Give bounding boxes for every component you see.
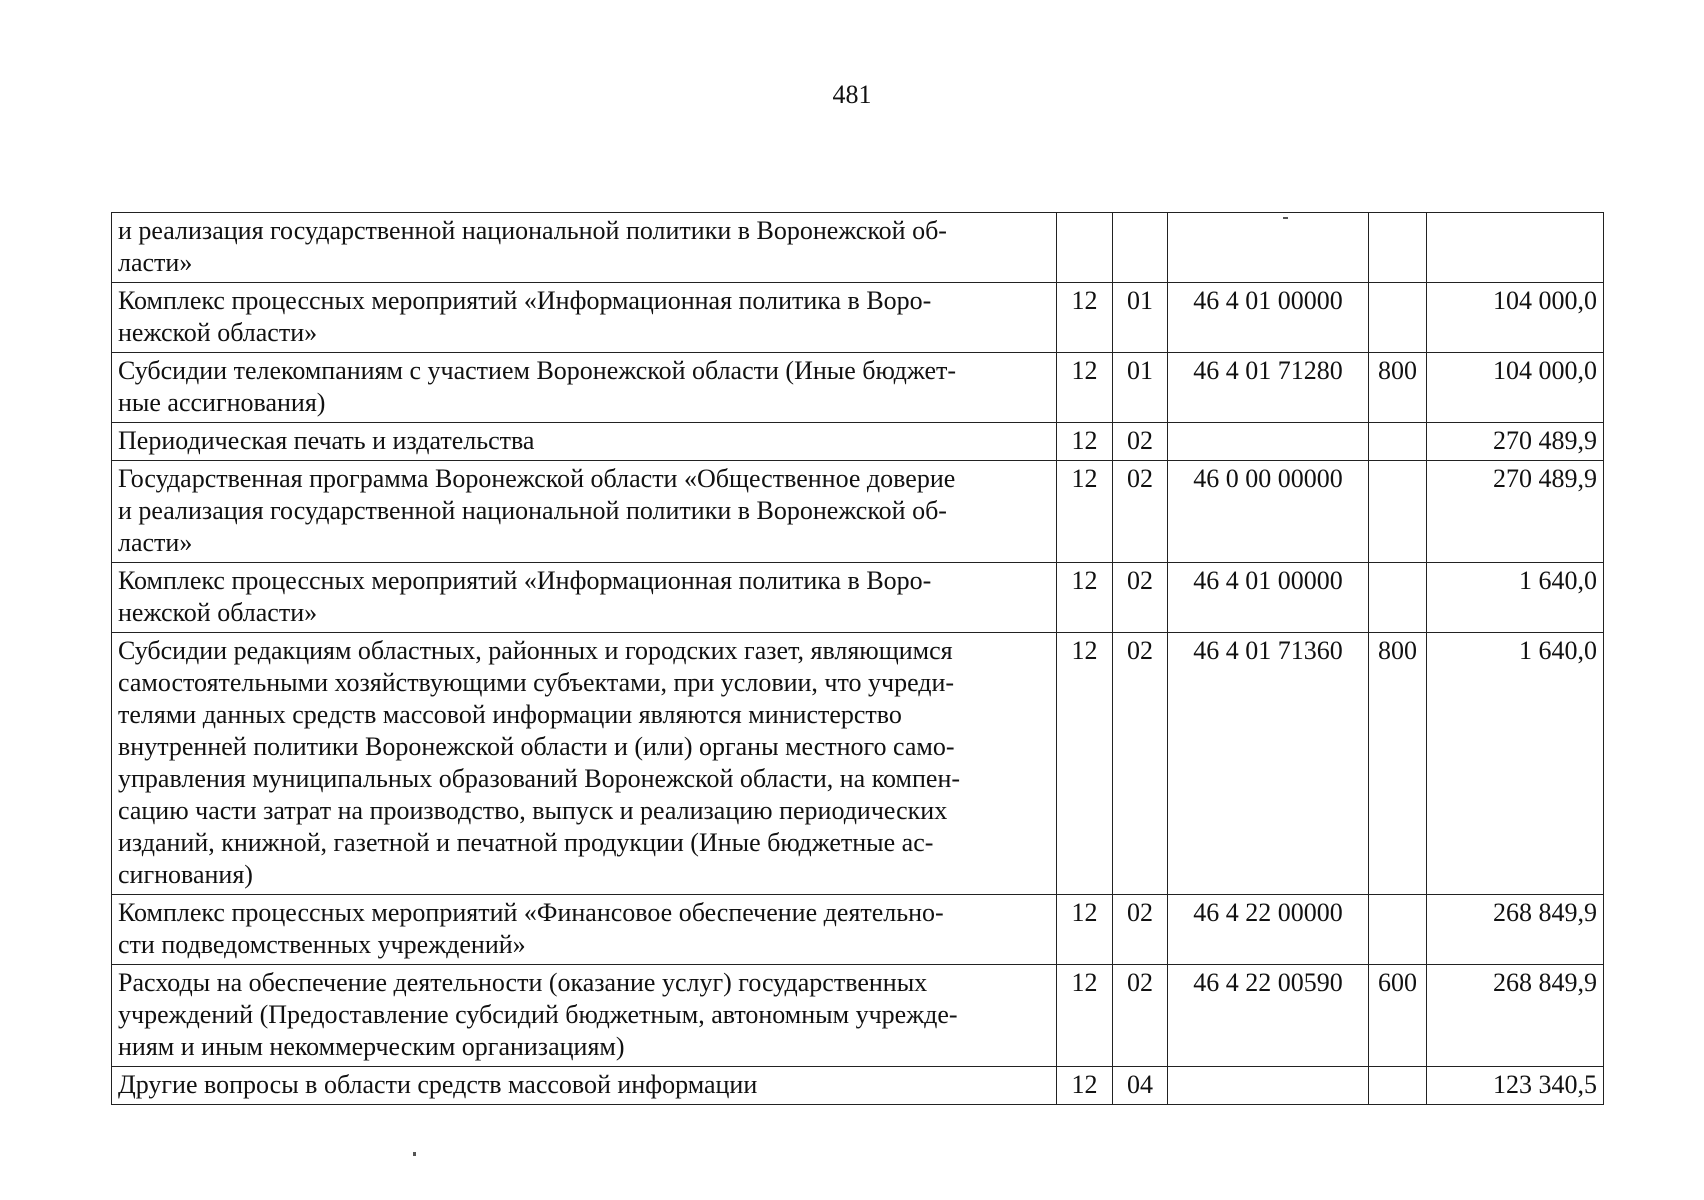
cell-section: 12	[1057, 895, 1113, 965]
cell-amount: 268 849,9	[1427, 965, 1604, 1067]
cell-subsection: 02	[1113, 633, 1168, 895]
cell-expense-type	[1369, 213, 1427, 283]
cell-target-code: 46 4 22 00590	[1168, 965, 1369, 1067]
cell-name: Государственная программа Воронежской области «Общественное доверие и реализация государственной национальной политики в Воронежской об- ласти»	[112, 461, 1057, 563]
cell-subsection: 02	[1113, 461, 1168, 563]
cell-expense-type	[1369, 563, 1427, 633]
table-row	[112, 895, 1604, 965]
table-row	[112, 965, 1604, 1067]
cell-amount: 1 640,0	[1427, 563, 1604, 633]
cell-subsection: 02	[1113, 965, 1168, 1067]
cell-name: Комплекс процессных мероприятий «Информационная политика в Воро- нежской области»	[112, 563, 1057, 633]
cell-section: 12	[1057, 965, 1113, 1067]
cell-expense-type	[1369, 1067, 1427, 1105]
cell-name: Субсидии телекомпаниям с участием Воронежской области (Иные бюджет- ные ассигнования)	[112, 353, 1057, 423]
cell-amount: 104 000,0	[1427, 353, 1604, 423]
cell-target-code: 46 4 22 00000	[1168, 895, 1369, 965]
cell-name: Комплекс процессных мероприятий «Информационная политика в Воро- нежской области»	[112, 283, 1057, 353]
cell-amount: 270 489,9	[1427, 461, 1604, 563]
cell-section: 12	[1057, 423, 1113, 461]
cell-name: Расходы на обеспечение деятельности (оказание услуг) государственных учреждений (Предоставление субсидий бюджетным, автономным учрежде- ниям и иным некоммерческим организациям)	[112, 965, 1057, 1067]
table-row	[112, 1067, 1604, 1105]
cell-expense-type: 800	[1369, 633, 1427, 895]
table-row	[112, 353, 1604, 423]
cell-target-code	[1168, 423, 1369, 461]
cell-expense-type	[1369, 283, 1427, 353]
cell-target-code: 46 4 01 71280	[1168, 353, 1369, 423]
cell-name: Комплекс процессных мероприятий «Финансовое обеспечение деятельно- сти подведомственных учреждений»	[112, 895, 1057, 965]
cell-target-code: 46 4 01 00000	[1168, 563, 1369, 633]
cell-name: Другие вопросы в области средств массовой информации	[112, 1067, 1057, 1105]
cell-subsection: 04	[1113, 1067, 1168, 1105]
cell-expense-type	[1369, 895, 1427, 965]
budget-table	[111, 212, 1604, 1105]
cell-subsection: 01	[1113, 353, 1168, 423]
cell-name: и реализация государственной национальной политики в Воронежской об- ласти»	[112, 213, 1057, 283]
cell-section: 12	[1057, 461, 1113, 563]
cell-amount: 1 640,0	[1427, 633, 1604, 895]
cell-amount	[1427, 213, 1604, 283]
cell-amount: 268 849,9	[1427, 895, 1604, 965]
cell-target-code: 46 0 00 00000	[1168, 461, 1369, 563]
table-row	[112, 283, 1604, 353]
cell-expense-type: 800	[1369, 353, 1427, 423]
scan-speck	[1283, 217, 1288, 219]
cell-section: 12	[1057, 633, 1113, 895]
table-row	[112, 563, 1604, 633]
cell-subsection: 01	[1113, 283, 1168, 353]
cell-target-code	[1168, 213, 1369, 283]
cell-target-code: 46 4 01 00000	[1168, 283, 1369, 353]
cell-amount: 270 489,9	[1427, 423, 1604, 461]
cell-amount: 104 000,0	[1427, 283, 1604, 353]
cell-expense-type	[1369, 423, 1427, 461]
scan-speck	[413, 1152, 416, 1156]
cell-section: 12	[1057, 1067, 1113, 1105]
cell-expense-type: 600	[1369, 965, 1427, 1067]
table-row	[112, 213, 1604, 283]
cell-section	[1057, 213, 1113, 283]
cell-section: 12	[1057, 563, 1113, 633]
table-row	[112, 633, 1604, 895]
cell-subsection: 02	[1113, 423, 1168, 461]
cell-subsection: 02	[1113, 895, 1168, 965]
table-row	[112, 423, 1604, 461]
cell-name: Периодическая печать и издательства	[112, 423, 1057, 461]
cell-section: 12	[1057, 283, 1113, 353]
cell-amount: 123 340,5	[1427, 1067, 1604, 1105]
cell-subsection	[1113, 213, 1168, 283]
cell-section: 12	[1057, 353, 1113, 423]
cell-name: Субсидии редакциям областных, районных и городских газет, являющимся самостоятельными хозяйствующими субъектами, при условии, что учреди- телями данных средств массовой информации являются министерство внутренней политики Воронежской области и (или) органы местного само- управления муниципальных образований Воронежской области, на компен- сацию части затрат на производство, выпуск и реализацию периодических изданий, книжной, газетной и печатной продукции (Иные бюджетные ас- сигнования)	[112, 633, 1057, 895]
cell-expense-type	[1369, 461, 1427, 563]
page-number: 481	[832, 80, 872, 109]
cell-target-code	[1168, 1067, 1369, 1105]
cell-target-code: 46 4 01 71360	[1168, 633, 1369, 895]
table-body	[112, 213, 1604, 1105]
cell-subsection: 02	[1113, 563, 1168, 633]
table-row	[112, 461, 1604, 563]
